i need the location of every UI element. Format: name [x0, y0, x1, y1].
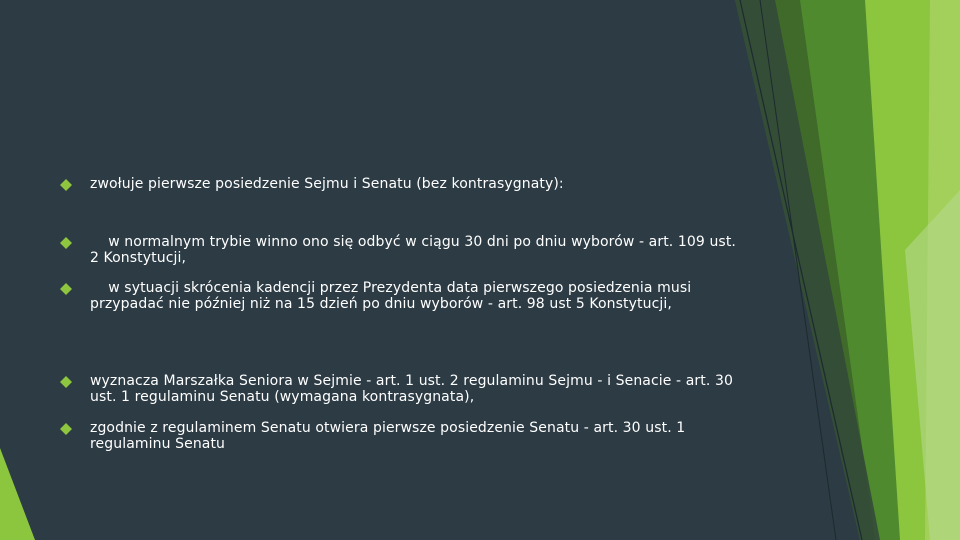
bullet-text: wyznacza Marszałka Seniora w Sejmie - art. 1 ust. 2 regulaminu Sejmu - i Senacie - art. 30 ust. 1 regulaminu Senatu (wymagana kontrasygnata),: [90, 373, 738, 405]
bullet-text: w sytuacji skrócenia kadencji przez Prezydenta data pierwszego posiedzenia musi przypadać nie później niż na 15 dzień po dniu wyborów - art. 98 ust 5 Konstytucji,: [90, 280, 696, 312]
bullet-item: [58, 420, 738, 452]
diamond-icon: [58, 234, 90, 252]
bullet-item: [58, 176, 738, 194]
bullet-text: w normalnym trybie winno ono się odbyć w ciągu 30 dni po dniu wyborów - art. 109 ust. 2 Konstytucji,: [90, 234, 741, 266]
diamond-icon: [58, 176, 90, 194]
bullet-text: zwołuje pierwsze posiedzenie Sejmu i Senatu (bez kontrasygnaty):: [90, 176, 564, 192]
bullet-item: [58, 373, 738, 405]
diamond-icon: [58, 280, 90, 298]
bullet-text: zgodnie z regulaminem Senatu otwiera pierwsze posiedzenie Senatu - art. 30 ust. 1 regulaminu Senatu: [90, 420, 690, 452]
deco-facet-bottom-left: [0, 448, 35, 540]
bullet-item: [58, 234, 741, 266]
slide-content: [58, 0, 741, 540]
diamond-icon: [58, 373, 90, 391]
diamond-icon: [58, 420, 90, 438]
bullet-item: [58, 280, 738, 312]
